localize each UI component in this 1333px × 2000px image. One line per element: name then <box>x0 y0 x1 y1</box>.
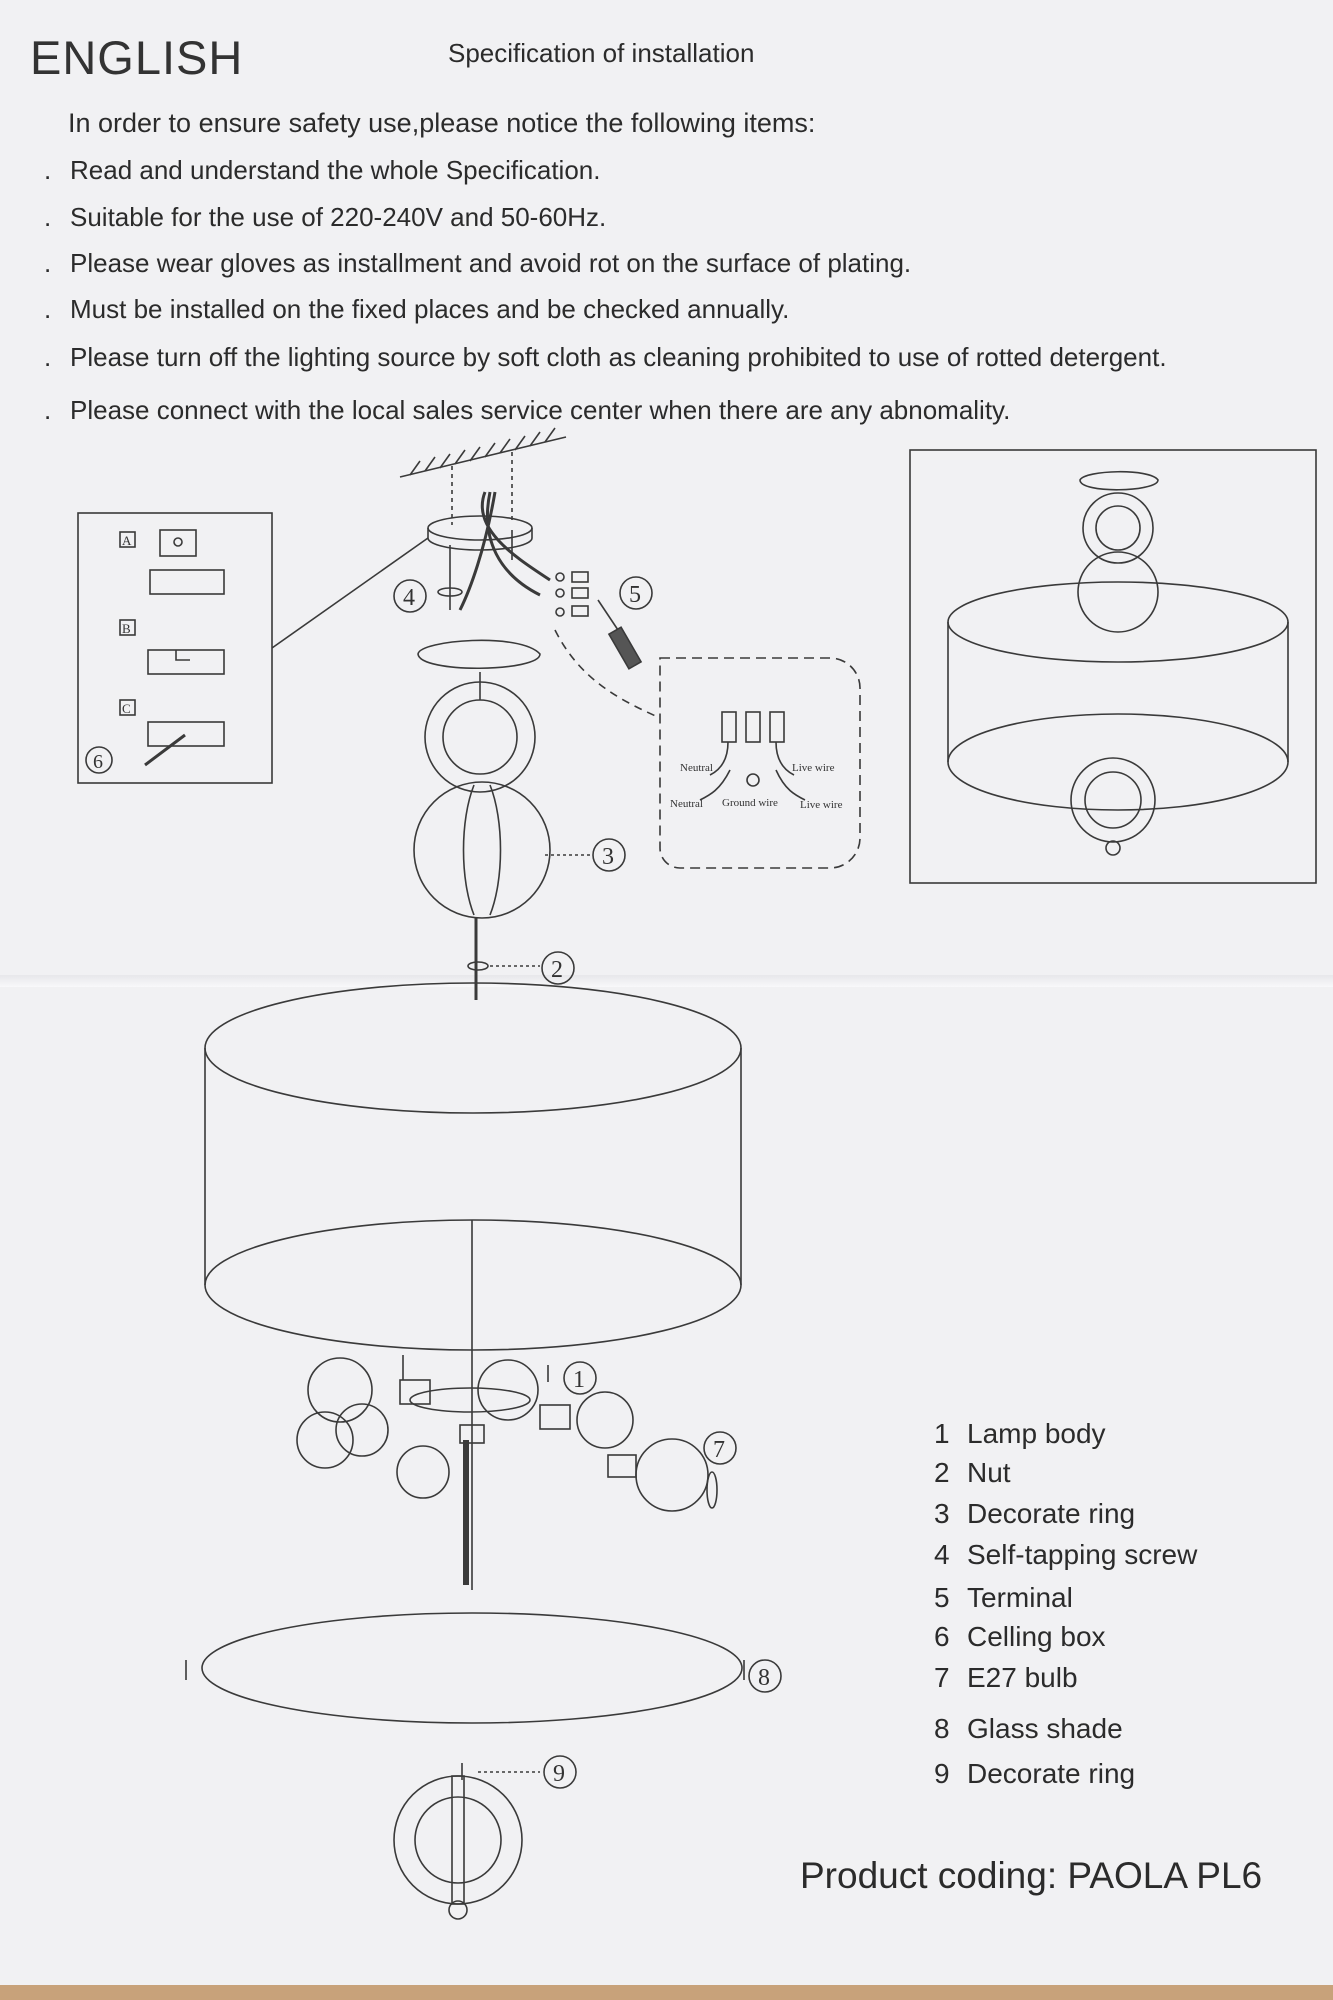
notice-bullet: . <box>44 294 52 324</box>
decorate-ring-lower <box>394 1763 540 1919</box>
callout-7 <box>704 1432 736 1464</box>
legend-number: 1 <box>934 1418 950 1449</box>
legend-label: Lamp body <box>967 1418 1106 1449</box>
assembled-lamp-inset <box>910 450 1316 883</box>
callout-6 <box>86 747 112 773</box>
notice-bullet: . <box>44 155 52 185</box>
notice-bullet: . <box>44 395 52 425</box>
wiring-detail <box>555 630 860 868</box>
callout-4 <box>394 580 426 612</box>
language-heading: ENGLISH <box>30 31 244 84</box>
canopy <box>418 640 540 668</box>
screwdriver-icon <box>598 600 641 669</box>
callout-label: 1 <box>573 1367 585 1393</box>
callout-label: 2 <box>551 957 563 983</box>
callout-label: 3 <box>602 844 614 870</box>
callout-label: 4 <box>403 585 415 611</box>
notice-text: Please connect with the local sales service center when there are any abnomality. <box>70 395 1011 425</box>
legend-number: 3 <box>934 1498 950 1529</box>
legend-number: 7 <box>934 1662 950 1693</box>
supply-wires <box>460 492 550 610</box>
legend-item <box>934 1758 1135 1790</box>
glass-shade <box>186 1613 744 1723</box>
legend-label: Celling box <box>967 1621 1106 1652</box>
step-label-c: C <box>122 701 131 716</box>
legend-item <box>934 1713 1123 1745</box>
legend-label: Terminal <box>967 1582 1073 1613</box>
notice-text: Read and understand the whole Specification. <box>70 155 601 185</box>
legend-number: 5 <box>934 1582 950 1613</box>
legend-number: 6 <box>934 1621 950 1652</box>
e27-bulb-icon <box>608 1439 717 1511</box>
callout-label: 6 <box>93 751 103 773</box>
legend-item <box>934 1498 1135 1530</box>
callout-3 <box>593 839 625 871</box>
callout-label: 9 <box>553 1761 565 1787</box>
page-title: Specification of installation <box>448 38 755 68</box>
callout-5 <box>620 577 652 609</box>
notice-bullet: . <box>44 248 52 278</box>
callout-label: 7 <box>713 1437 725 1463</box>
callout-8 <box>749 1660 781 1692</box>
legend-label: Self-tapping screw <box>967 1539 1198 1570</box>
wire-label-neutral: Neutral <box>680 762 713 774</box>
legend-item <box>934 1457 1011 1489</box>
legend-label: E27 bulb <box>967 1662 1078 1693</box>
wire-label-neutral: Neutral <box>670 798 703 810</box>
wire-label-live: Live wire <box>800 799 843 811</box>
decorate-ring-middle <box>414 782 592 918</box>
legend-label: Nut <box>967 1457 1011 1488</box>
intro-text: In order to ensure safety use,please notice the following items: <box>68 108 816 138</box>
notice-text: Suitable for the use of 220-240V and 50-60Hz. <box>70 202 607 232</box>
nut-icon <box>468 962 488 970</box>
notice-text: Please wear gloves as installment and avoid rot on the surface of plating. <box>70 248 912 278</box>
legend-label: Glass shade <box>967 1713 1123 1744</box>
wire-label-live: Live wire <box>792 762 835 774</box>
legend-number: 9 <box>934 1758 950 1789</box>
legend-number: 4 <box>934 1539 950 1570</box>
drum-shade <box>205 983 741 1350</box>
legend-number: 2 <box>934 1457 950 1488</box>
terminal-block-icon <box>556 572 588 616</box>
notice-text: Please turn off the lighting source by soft cloth as cleaning prohibited to use of rotted detergent. <box>70 342 1167 372</box>
ceiling-hatch <box>400 428 566 477</box>
legend-item <box>934 1662 1078 1694</box>
callout-label: 8 <box>758 1665 770 1691</box>
callout-9 <box>544 1756 576 1788</box>
callout-2 <box>542 952 574 984</box>
legend-number: 8 <box>934 1713 950 1744</box>
notice-text: Must be installed on the fixed places and be checked annually. <box>70 294 790 324</box>
callout-label: 5 <box>629 582 641 608</box>
product-coding: Product coding: PAOLA PL6 <box>800 1855 1263 1896</box>
legend-item <box>934 1582 1073 1614</box>
step-label-b: B <box>122 621 131 636</box>
notice-bullet: . <box>44 342 52 372</box>
notice-bullet: . <box>44 202 52 232</box>
legend-label: Decorate ring <box>967 1498 1136 1529</box>
wire-label-ground: Ground wire <box>722 797 778 809</box>
legend-item <box>934 1539 1197 1571</box>
step-label-a: A <box>122 533 132 548</box>
mounting-plate <box>428 516 532 550</box>
legend-item <box>934 1418 1106 1450</box>
legend-item <box>934 1621 1106 1653</box>
legend-label: Decorate ring <box>967 1758 1136 1789</box>
ceiling-box-inset <box>78 513 428 783</box>
callout-1 <box>564 1362 596 1394</box>
